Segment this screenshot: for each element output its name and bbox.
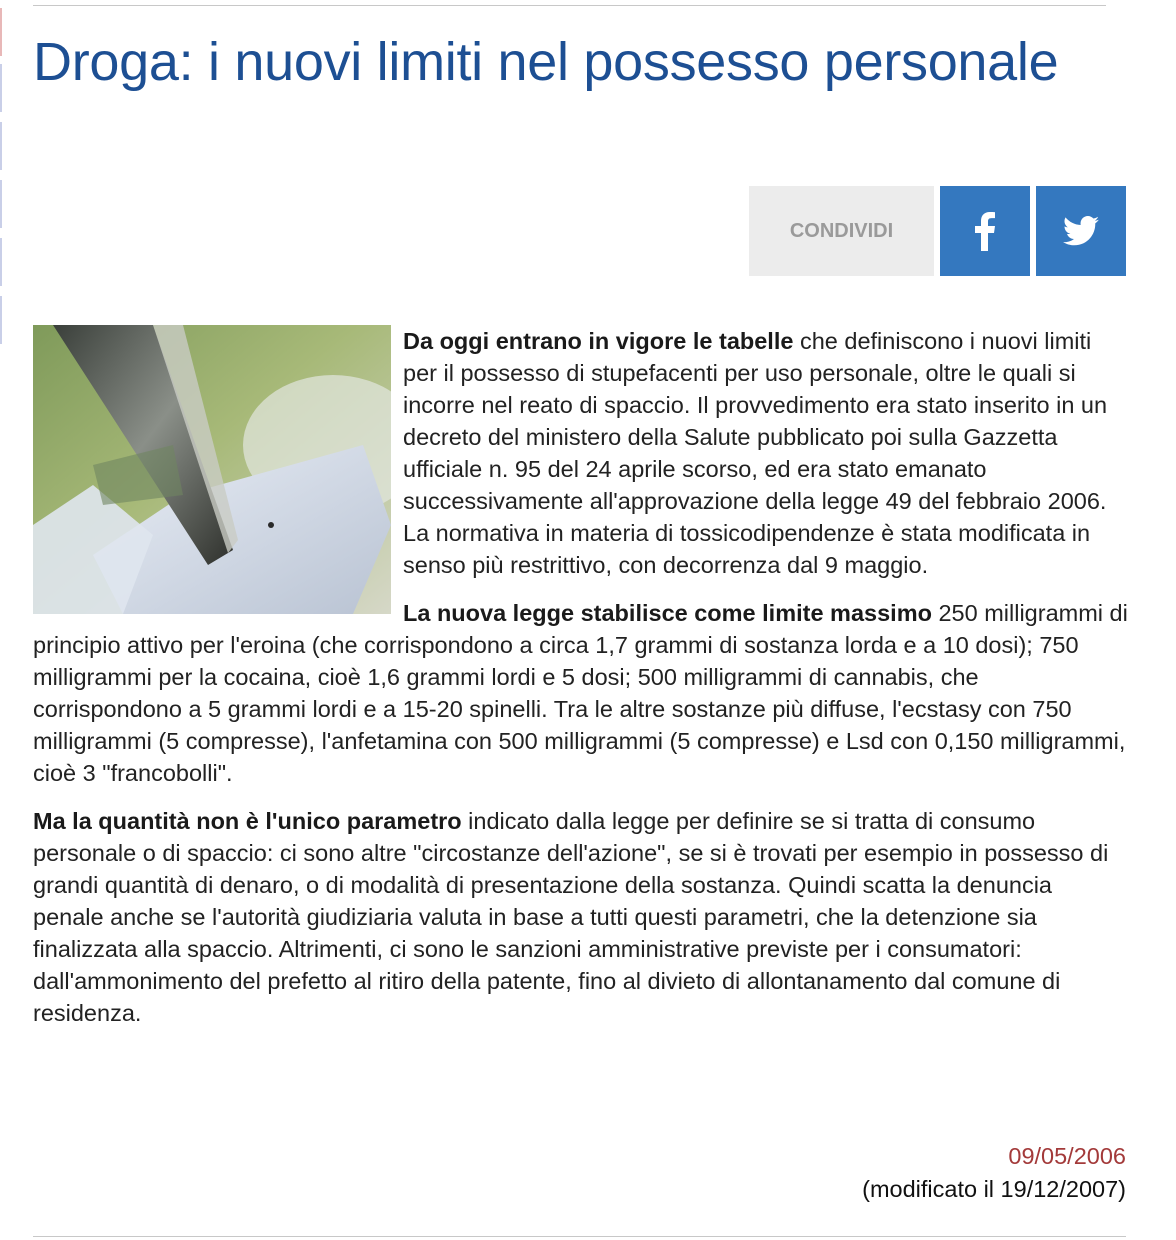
modified-date: (modificato il 19/12/2007) bbox=[862, 1176, 1126, 1202]
publish-date: 09/05/2006 bbox=[1008, 1143, 1126, 1169]
twitter-share-button[interactable] bbox=[1036, 186, 1126, 276]
paragraph-1-lead: Da oggi entrano in vigore le tabelle bbox=[403, 328, 794, 354]
paragraph-2-text: 250 milligrammi di principio attivo per l'eroina (che corrispondono a circa 1,7 grammi di sostanza lorda e a 10 dosi); 750 milligrammi per la cocaina, cioè 1,6 grammi lordi e 5 dosi; 500 milligrammi di cannabis, che corrispondono a 5 grammi lordi e a 15-20 spinelli. Tra le altre sostanze più diffuse, l'ecstasy con 750 milligrammi (5 compresse), l'anfetamina con 500 milligrammi (5 compresse) e Lsd con 0,150 milligrammi, cioè 3 "francobolli". bbox=[33, 600, 1128, 786]
share-bar bbox=[749, 186, 1126, 276]
twitter-icon bbox=[1063, 216, 1099, 246]
top-divider bbox=[33, 5, 1106, 6]
share-label: CONDIVIDI bbox=[749, 186, 934, 276]
paragraph-3-lead: Ma la quantità non è l'unico parametro bbox=[33, 808, 462, 834]
paragraph-1-text: che definiscono i nuovi limiti per il possesso di stupefacenti per uso personale, oltre le quali si incorre nel reato di spaccio. Il provvedimento era stato inserito in un decreto del ministero della Salute pubblicato poi sulla Gazzetta ufficiale n. 95 del 24 aprile scorso, ed era stato emanato successivamente all'approvazione della legge 49 del febbraio 2006. La normativa in materia di tossicodipendenze è stata modificata in senso più restrittivo, con decorrenza dal 9 maggio. bbox=[403, 328, 1108, 578]
article-body bbox=[33, 325, 1128, 1045]
facebook-share-button[interactable] bbox=[940, 186, 1030, 276]
paragraph-2 bbox=[33, 597, 1128, 789]
article-photo bbox=[33, 325, 391, 614]
page-title: Droga: i nuovi limiti nel possesso personale bbox=[33, 32, 1059, 92]
paragraph-2-lead: La nuova legge stabilisce come limite massimo bbox=[403, 600, 932, 626]
paragraph-3-text: indicato dalla legge per definire se si tratta di consumo personale o di spaccio: ci sono altre "circostanze dell'azione", se si è trovati per esempio in possesso di grandi quantità di denaro, o di modalità di presentazione della sostanza. Quindi scatta la denuncia penale anche se l'autorità giudiziaria valuta in base a tutti questi parametri, che la detenzione sia finalizzata alla spaccio. Altrimenti, ci sono le sanzioni amministrative previste per i consumatori: dall'ammonimento del prefetto al ritiro della patente, fino al divieto di allontanamento dal comune di residenza. bbox=[33, 808, 1109, 1026]
left-edge-marks bbox=[0, 0, 3, 360]
paragraph-3 bbox=[33, 805, 1128, 1029]
bottom-divider bbox=[33, 1236, 1126, 1237]
facebook-icon bbox=[974, 211, 996, 251]
